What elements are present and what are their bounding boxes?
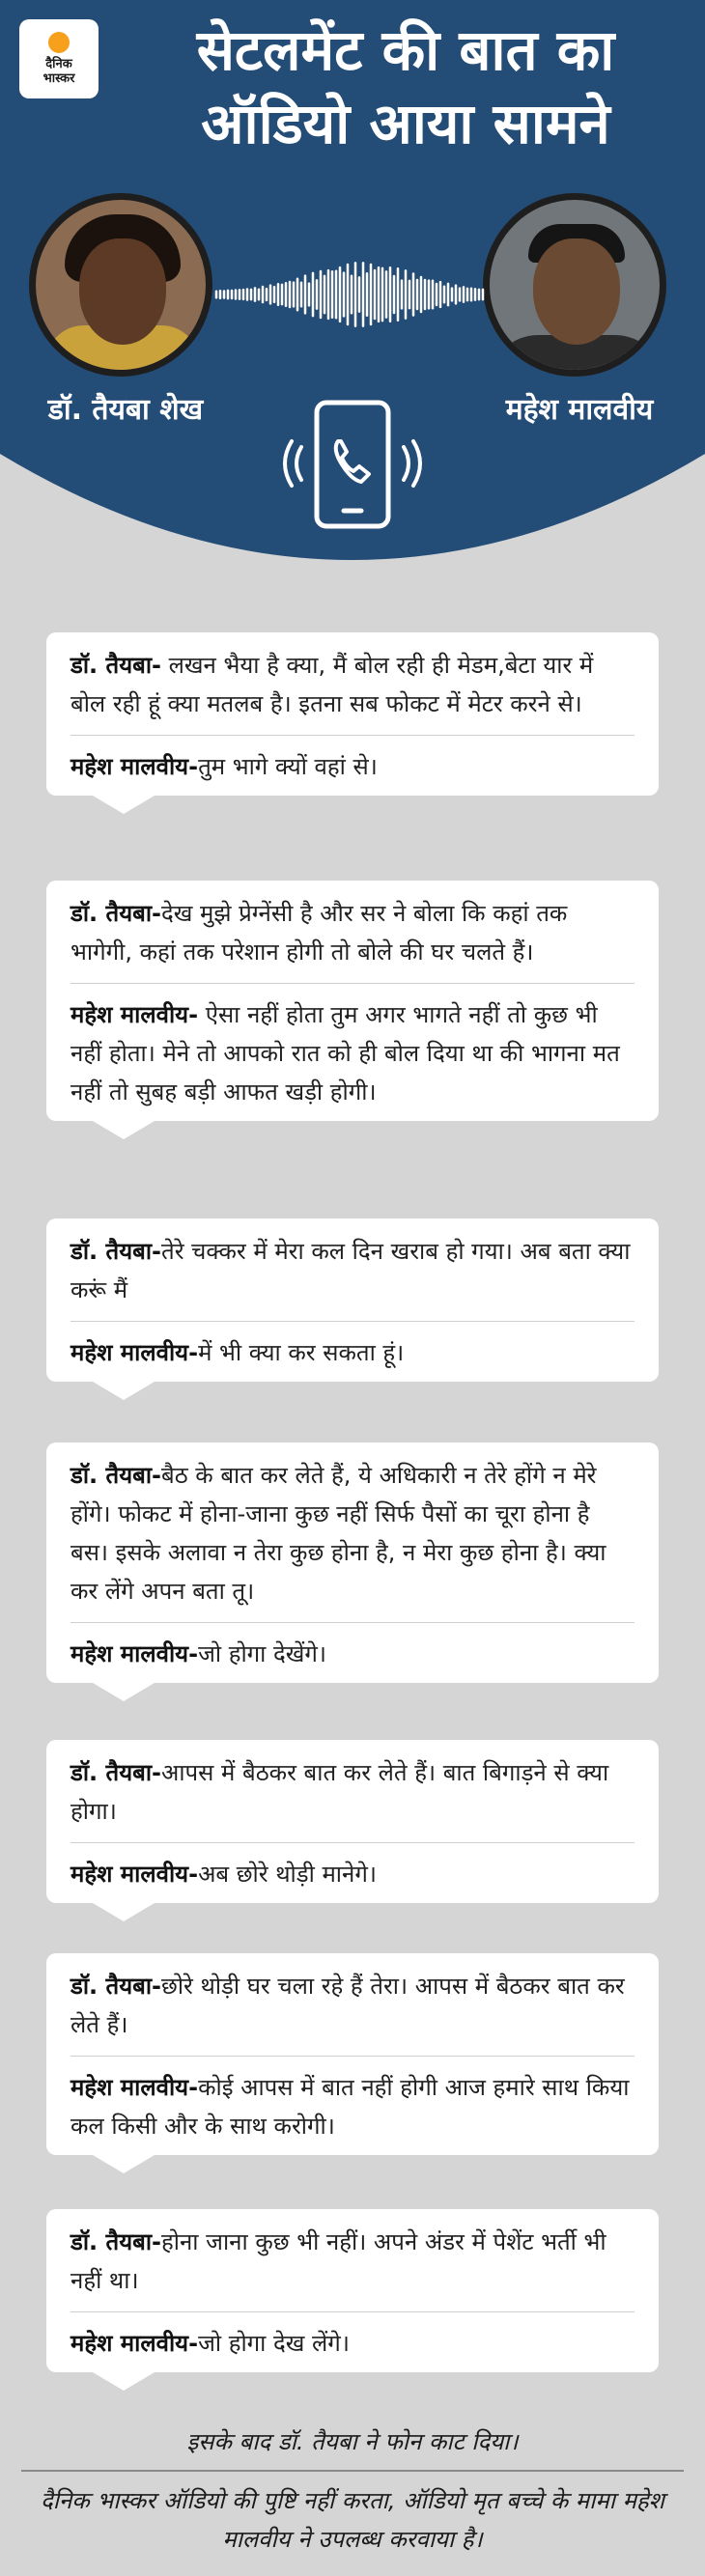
divider <box>70 1842 634 1843</box>
avatar-mahesh-malviya <box>483 193 666 377</box>
speaker-name-right: महेश मालवीय <box>505 393 654 427</box>
taiyaba-line: डॉ. तैयबा-छोरे थोड़ी घर चला रहे हैं तेरा। आपस में बैठकर बात कर लेते हैं। <box>70 1973 625 2038</box>
headline-line-1: सेटलमेंट की बात का <box>196 17 615 83</box>
divider <box>70 2311 634 2312</box>
mahesh-line: महेश मालवीय-जो होगा देख लेंगे। <box>70 2330 350 2357</box>
mahesh-line: महेश मालवीय-जो होगा देखेंगे। <box>70 1640 327 1667</box>
conversation-card <box>46 881 659 1121</box>
card-tail <box>93 1903 155 1921</box>
logo-line-1: दैनिक <box>45 57 72 71</box>
headline-line-2: ऑडियो आया सामने <box>201 91 610 156</box>
card-tail <box>93 2372 155 2391</box>
conversation-card <box>46 1953 659 2155</box>
audio-disclaimer: दैनिक भास्कर ऑडियो की पुष्टि नहीं करता, ऑडियो मृत बच्चे के मामा महेश मालवीय ने उपलब्ध करवाया है। <box>41 2487 664 2553</box>
divider <box>70 983 634 984</box>
phone-call-icon <box>280 391 425 536</box>
logo-line-2: भास्कर <box>42 71 75 86</box>
conversation-card <box>46 1740 659 1903</box>
taiyaba-line: डॉ. तैयबा-देख मुझे प्रेग्नेंसी है और सर ने बोला कि कहां तक भागेगी, कहां तक परेशान होगी तो बोले की घर चलते हैं। <box>70 900 568 966</box>
speaker-name-left: डॉ. तैयबा शेख <box>47 393 204 427</box>
divider <box>70 735 634 736</box>
conversation-card <box>46 1218 659 1382</box>
divider <box>70 1622 634 1623</box>
header-banner <box>0 0 705 570</box>
headline <box>116 14 695 160</box>
taiyaba-line: डॉ. तैयबा-बैठ के बात कर लेते हैं, ये अधिकारी न तेरे होंगे न मेरे होंगे। फोकट में होना-जाना कुछ नहीं सिर्फ पैसों का चूरा होना है बस। इसके अलावा न तेरा कुछ होना है, न मेरा कुछ होना है। क्या कर लेंगे अपन बता तू। <box>70 1462 606 1605</box>
mahesh-line: महेश मालवीय- ऐसा नहीं होता तुम अगर भागते नहीं तो कुछ भी नहीं होता। मेने तो आपको रात को ही बोल दिया था की भागना मत नहीं तो सुबह बड़ी आफत खड़ी होगी। <box>70 1001 620 1106</box>
divider <box>70 1321 634 1322</box>
card-tail <box>93 1382 155 1400</box>
card-tail <box>93 1683 155 1701</box>
mahesh-line: महेश मालवीय-में भी क्या कर सकता हूं। <box>70 1339 405 1366</box>
card-tail <box>93 796 155 814</box>
mahesh-line: महेश मालवीय-तुम भागे क्यों वहां से। <box>70 753 378 780</box>
dainik-bhaskar-logo <box>19 19 99 98</box>
footer-divider <box>21 2470 684 2472</box>
mahesh-line: महेश मालवीय-कोई आपस में बात नहीं होगी आज हमारे साथ किया कल किसी और के साथ करोगी। <box>70 2074 630 2140</box>
taiyaba-line: डॉ. तैयबा- लखन भैया है क्या, मैं बोल रही ही मेडम,बेटा यार में बोल रही हूं क्या मतलब है। इतना सब फोकट में मेटर करने से। <box>70 652 594 717</box>
sun-icon <box>48 32 70 53</box>
sound-wave-icon <box>212 227 488 362</box>
conversation-card <box>46 632 659 796</box>
card-tail <box>93 2155 155 2173</box>
card-tail <box>93 1121 155 1139</box>
mahesh-line: महेश मालवीय-अब छोरे थोड़ी मानेगे। <box>70 1861 377 1888</box>
divider <box>70 2056 634 2057</box>
taiyaba-line: डॉ. तैयबा-आपस में बैठकर बात कर लेते हैं। बात बिगाड़ने से क्या होगा। <box>70 1759 609 1825</box>
conversation-card <box>46 2209 659 2372</box>
conversation-card <box>46 1442 659 1683</box>
taiyaba-line: डॉ. तैयबा-होना जाना कुछ भी नहीं। अपने अंडर में पेशेंट भर्ती भी नहीं था। <box>70 2228 606 2294</box>
avatar-dr-taiyaba <box>29 193 212 377</box>
call-ended-note: इसके बाद डॉ. तैयबा ने फोन काट दिया। <box>186 2428 519 2455</box>
taiyaba-line: डॉ. तैयबा-तेरे चक्कर में मेरा कल दिन खराब हो गया। अब बता क्या करूं मैं <box>70 1238 631 1303</box>
